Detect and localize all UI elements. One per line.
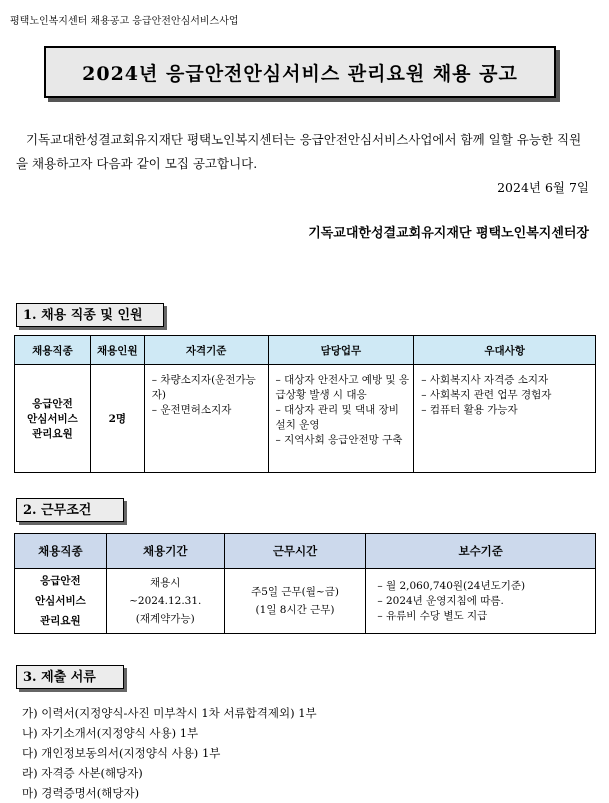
header-cell: 자격기준 bbox=[144, 336, 268, 365]
job-line: 관리요원 bbox=[32, 428, 73, 440]
list-item: – 사회복지사 자격증 소지자 bbox=[421, 374, 549, 386]
hours-cell bbox=[224, 569, 366, 634]
header-cell: 채용인원 bbox=[90, 336, 144, 365]
list-item: 다) 개인정보동의서(지정양식 사용) 1부 bbox=[22, 746, 221, 760]
count-cell: 2명 bbox=[90, 365, 144, 473]
period-line: (재계약가능) bbox=[135, 613, 195, 625]
section1-title: 1. 채용 직종 및 인원 bbox=[16, 303, 164, 327]
intro-text: 기독교대한성결교회유지재단 평택노인복지센터는 응급안전안심서비스사업에서 함께 일할 유능한 직원을 채용하고자 다음과 같이 모집 공고합니다. bbox=[16, 132, 582, 171]
list-item: – 운전면허소지자 bbox=[151, 404, 232, 416]
notice-date: 2024년 6월 7일 bbox=[497, 180, 589, 195]
header-cell: 담당업무 bbox=[268, 336, 414, 365]
hours-line: 주5일 근무(월~금) bbox=[251, 586, 339, 598]
job-cell bbox=[15, 365, 91, 473]
list-item: – 월 2,060,740원(24년도기준) bbox=[377, 579, 526, 592]
job-line: 안심서비스 bbox=[27, 413, 78, 425]
conditions-table bbox=[14, 533, 596, 634]
hours-line: (1일 8시간 근무) bbox=[255, 604, 335, 616]
list-item: 나) 자기소개서(지정양식 사용) 1부 bbox=[22, 726, 199, 740]
qualification-cell bbox=[144, 365, 268, 473]
list-item: 라) 자격증 사본(해당자) bbox=[22, 766, 143, 780]
header-cell: 보수기준 bbox=[366, 534, 596, 569]
table-row bbox=[15, 569, 596, 634]
header-cell: 채용직종 bbox=[15, 534, 107, 569]
list-item: – 사회복지 관련 업무 경험자 bbox=[421, 389, 552, 401]
signer: 기독교대한성결교회유지재단 평택노인복지센터장 bbox=[308, 226, 589, 241]
list-item: – 차량소지자(운전가능자) bbox=[151, 374, 256, 401]
job-line: 응급안전 bbox=[32, 398, 73, 410]
list-item: – 대상자 안전사고 예방 및 응급상황 발생 시 대응 bbox=[275, 374, 410, 401]
table-header-row bbox=[15, 534, 596, 569]
list-item: 가) 이력서(지정양식-사진 미부착시 1차 서류합격제외) 1부 bbox=[22, 706, 317, 720]
header-cell: 근무시간 bbox=[224, 534, 366, 569]
period-line: ~2024.12.31. bbox=[129, 595, 202, 607]
table-header-row bbox=[15, 336, 596, 365]
list-item: 마) 경력증명서(해당자) bbox=[22, 786, 140, 800]
list-item: – 대상자 관리 및 댁내 장비 설치 운영 bbox=[275, 404, 399, 431]
list-item: – 컴퓨터 활용 가능자 bbox=[421, 404, 518, 416]
documents-list bbox=[22, 703, 317, 803]
recruitment-table bbox=[14, 335, 596, 473]
header-cell: 채용기간 bbox=[106, 534, 224, 569]
header-cell: 채용직종 bbox=[15, 336, 91, 365]
period-line: 채용시 bbox=[150, 577, 181, 589]
duties-cell bbox=[268, 365, 414, 473]
pay-cell bbox=[366, 569, 596, 634]
header-caption: 평택노인복지센터 채용공고 응급안전안심서비스사업 bbox=[10, 16, 239, 27]
intro-paragraph bbox=[16, 128, 591, 176]
job-line: 응급안전 bbox=[40, 575, 81, 587]
list-item: – 지역사회 응급안전망 구축 bbox=[275, 434, 403, 446]
job-cell bbox=[15, 569, 107, 634]
section3-title: 3. 제출 서류 bbox=[16, 665, 124, 689]
period-cell bbox=[106, 569, 224, 634]
job-line: 관리요원 bbox=[40, 615, 81, 627]
job-line: 안심서비스 bbox=[35, 595, 86, 607]
page-title-text: 2024년 응급안전안심서비스 관리요원 채용 공고 bbox=[82, 62, 518, 85]
preference-cell bbox=[414, 365, 596, 473]
table-row bbox=[15, 365, 596, 473]
list-item: – 2024년 운영지침에 따름. bbox=[377, 594, 504, 607]
header-cell: 우대사항 bbox=[414, 336, 596, 365]
page-title bbox=[44, 46, 556, 98]
list-item: – 유류비 수당 별도 지급 bbox=[377, 609, 488, 622]
section2-title: 2. 근무조건 bbox=[16, 498, 124, 522]
